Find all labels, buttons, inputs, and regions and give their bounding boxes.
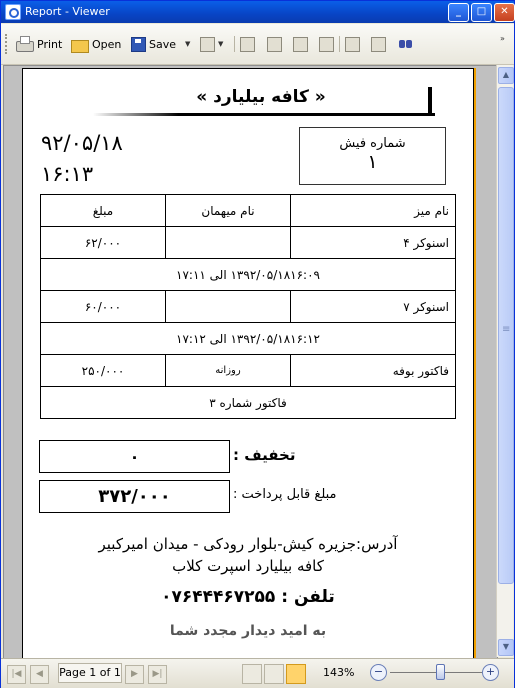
- row-table: اسنوکر ۴: [291, 227, 456, 259]
- export-icon: [200, 37, 215, 52]
- save-button[interactable]: [131, 35, 176, 53]
- thumbnails-button[interactable]: [319, 35, 334, 53]
- address-line: آدرس:جزیره کیش-بلوار رودکی - میدان امیرکبیر: [98, 535, 398, 553]
- club-name: کافه بیلیارد اسپرت کلاب: [172, 557, 324, 575]
- row-amount: ۶۰/۰۰۰: [41, 291, 166, 323]
- row-guest: [166, 227, 291, 259]
- binoculars-icon: [398, 37, 414, 52]
- zoom-slider-thumb[interactable]: [436, 664, 445, 680]
- receipt-number: ۱: [367, 151, 378, 173]
- bookmark-button[interactable]: [240, 35, 255, 53]
- scroll-up-icon[interactable]: ▲: [498, 67, 514, 84]
- toolbar-overflow-icon[interactable]: »: [500, 34, 505, 43]
- row-guest: روزانه: [166, 355, 291, 387]
- scroll-thumb[interactable]: [498, 87, 514, 584]
- receipt-label: شماره فیش: [339, 136, 406, 151]
- title-bracket: [428, 87, 432, 115]
- table-detail-row: [41, 323, 456, 355]
- multi-page-view-button[interactable]: [286, 664, 306, 684]
- toolbar: [1, 24, 514, 65]
- pencil-icon: [293, 37, 308, 52]
- edit-button[interactable]: [293, 35, 308, 53]
- page-setup-button[interactable]: [345, 35, 360, 53]
- toolbar-grip[interactable]: [5, 34, 10, 54]
- zoom-level: 143%: [323, 666, 355, 679]
- row-detail: ۱۳۹۲/۰۵/۱۸۱۶:۰۹ الی ۱۷:۱۱: [41, 259, 456, 291]
- invoice-table: [40, 194, 456, 419]
- printer-icon: [16, 41, 34, 52]
- row-amount: ۲۵۰/۰۰۰: [41, 355, 166, 387]
- single-page-view-button[interactable]: [242, 664, 262, 684]
- chevron-down-icon: ▼: [218, 40, 224, 48]
- discount-label: تخفیف :: [233, 446, 296, 464]
- report-page: [22, 68, 474, 659]
- floppy-icon: [131, 37, 146, 52]
- title-underline: [93, 113, 435, 116]
- parameters-button[interactable]: [267, 35, 282, 53]
- header-guest: نام میهمان: [166, 195, 291, 227]
- vertical-scrollbar[interactable]: [496, 65, 513, 657]
- save-label: Save: [149, 37, 177, 51]
- next-page-icon[interactable]: ▶: [125, 665, 144, 684]
- print-button[interactable]: [16, 35, 62, 53]
- minimize-button[interactable]: _: [448, 3, 469, 22]
- receipt-number-box: [299, 127, 446, 185]
- table-row: [41, 291, 456, 323]
- first-page-icon[interactable]: |◀: [7, 665, 26, 684]
- table-row: [41, 355, 456, 387]
- page-layout-button[interactable]: [371, 35, 386, 53]
- title-bar[interactable]: [1, 1, 514, 23]
- layout-icon: [371, 37, 386, 52]
- row-detail: فاکتور شماره ۳: [41, 387, 456, 419]
- parameters-icon: [267, 37, 282, 52]
- payable-label: مبلغ قابل پرداخت :: [233, 487, 337, 502]
- save-dropdown[interactable]: [185, 35, 190, 53]
- open-button[interactable]: [71, 35, 121, 53]
- find-button[interactable]: [398, 35, 414, 53]
- toolbar-separator: [339, 36, 340, 52]
- phone-number: تلفن : ۰۷۶۴۴۴۶۷۲۵۵: [161, 587, 335, 607]
- page-setup-icon: [345, 37, 360, 52]
- status-bar: [1, 658, 514, 688]
- row-table: فاکتور بوفه: [291, 355, 456, 387]
- last-page-icon[interactable]: ▶|: [148, 665, 167, 684]
- zoom-in-icon[interactable]: +: [482, 664, 499, 681]
- table-detail-row: [41, 259, 456, 291]
- farewell-message: به امید دیدار مجدد شما: [169, 623, 327, 639]
- page-icon: [319, 37, 334, 52]
- bookmark-icon: [240, 37, 255, 52]
- open-label: Open: [92, 37, 122, 51]
- close-button[interactable]: ✕: [494, 3, 515, 22]
- header-amount: مبلغ: [41, 195, 166, 227]
- page-indicator: Page 1 of 1: [58, 663, 122, 683]
- row-table: اسنوکر ۷: [291, 291, 456, 323]
- chevron-down-icon: ▼: [185, 40, 191, 48]
- table-row: [41, 227, 456, 259]
- report-time: ۱۶:۱۳: [41, 162, 94, 186]
- app-icon: [5, 4, 21, 20]
- continuous-view-button[interactable]: [264, 664, 284, 684]
- previous-page-icon[interactable]: ◀: [30, 665, 49, 684]
- toolbar-separator: [234, 36, 235, 52]
- row-guest: [166, 291, 291, 323]
- row-amount: ۶۲/۰۰۰: [41, 227, 166, 259]
- folder-icon: [71, 40, 89, 53]
- window-title: Report - Viewer: [25, 5, 110, 18]
- report-viewport[interactable]: [3, 65, 498, 659]
- report-title: « کافه بیلیارد »: [196, 87, 326, 107]
- export-button[interactable]: [200, 35, 223, 53]
- table-header-row: [41, 195, 456, 227]
- report-date: ۹۲/۰۵/۱۸: [41, 131, 123, 155]
- maximize-button[interactable]: □: [471, 3, 492, 22]
- header-table: نام میز: [291, 195, 456, 227]
- payable-value-box: ۳۷۲/۰۰۰: [39, 480, 230, 513]
- table-detail-row: [41, 387, 456, 419]
- scroll-down-icon[interactable]: ▼: [498, 639, 514, 656]
- zoom-out-icon[interactable]: −: [370, 664, 387, 681]
- print-label: Print: [37, 37, 63, 51]
- discount-value-box: ۰: [39, 440, 230, 473]
- row-detail: ۱۳۹۲/۰۵/۱۸۱۶:۱۲ الی ۱۷:۱۲: [41, 323, 456, 355]
